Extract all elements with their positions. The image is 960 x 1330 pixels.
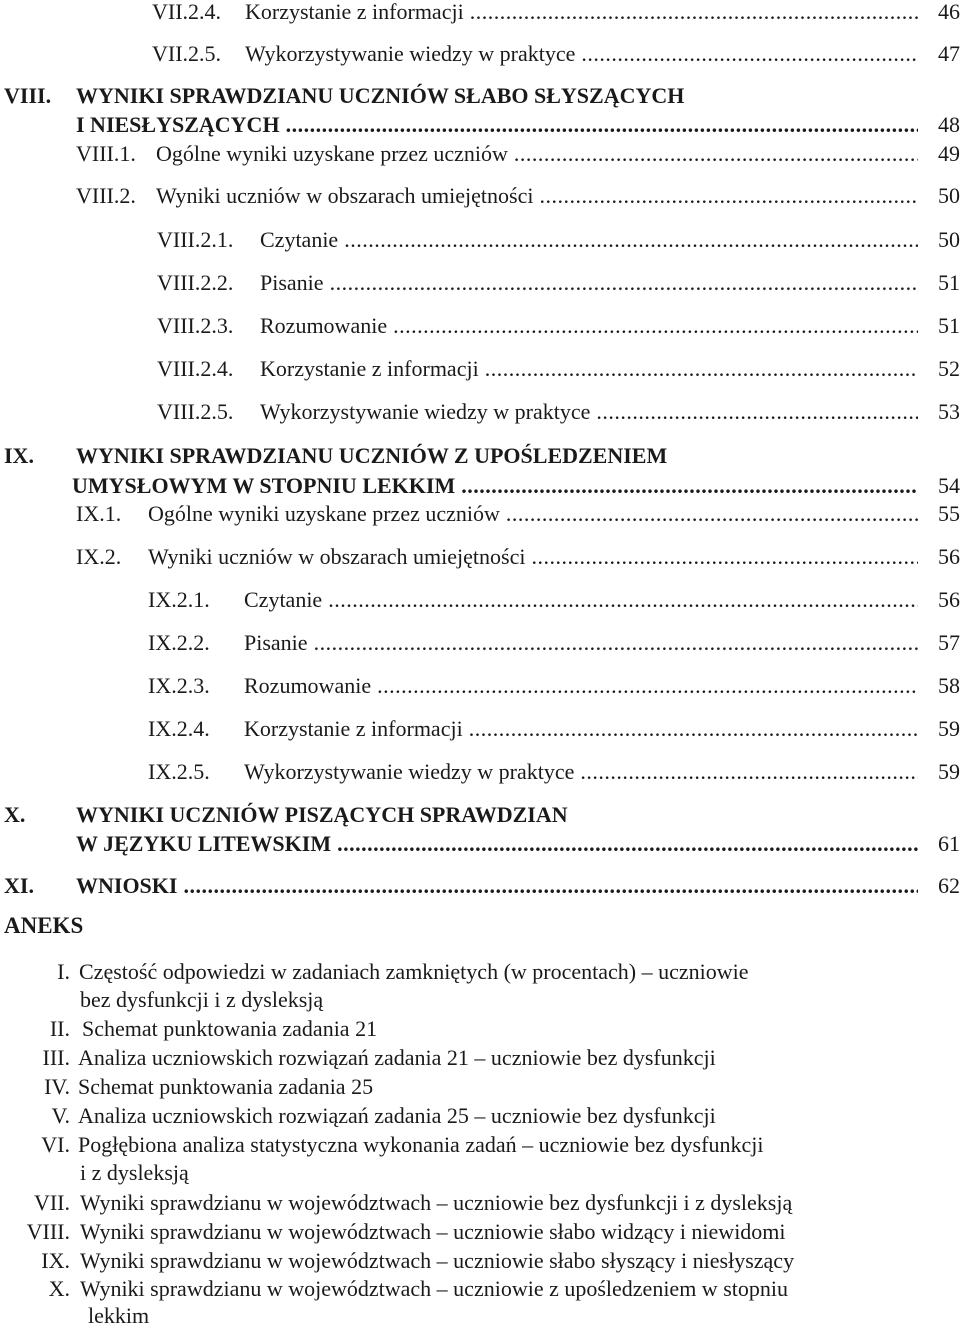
chapter-title: WYNIKI UCZNIÓW PISZĄCYCH SPRAWDZIAN <box>76 802 568 827</box>
toc-page: 48 <box>938 112 960 137</box>
toc-page: 58 <box>938 673 960 698</box>
toc-entry <box>148 757 960 787</box>
aneks-number: V. <box>51 1103 70 1128</box>
toc-number: VIII.1. <box>76 141 136 166</box>
toc-title: Wyniki uczniów w obszarach umiejętności <box>156 183 534 208</box>
aneks-number: III. <box>42 1045 70 1070</box>
toc-number: VII.2.5. <box>152 41 222 66</box>
toc-title: Pisanie <box>260 270 324 295</box>
aneks-text: Wyniki sprawdzianu w województwach – uczniowie bez dysfunkcji i z dysleksją <box>80 1190 793 1215</box>
chapter-number: IX. <box>4 443 34 468</box>
aneks-text: Częstość odpowiedzi w zadaniach zamkniętych (w procentach) – uczniowie <box>79 959 749 984</box>
toc-entry <box>148 585 960 615</box>
toc-title: Wykorzystywanie wiedzy w praktyce <box>244 759 575 784</box>
toc-number: IX.2. <box>76 544 122 569</box>
toc-page: 59 <box>938 716 960 741</box>
toc-number: IX.2.3. <box>148 673 210 698</box>
toc-number: VIII.2.2. <box>157 270 234 295</box>
aneks-text-cont: bez dysfunkcji i z dysleksją <box>80 987 324 1012</box>
aneks-text: Analiza uczniowskich rozwiązań zadania 21 – uczniowie bez dysfunkcji <box>78 1045 716 1070</box>
toc-entry <box>148 628 960 658</box>
toc-number: VIII.2.1. <box>157 227 234 252</box>
chapter-title: WYNIKI SPRAWDZIANU UCZNIÓW SŁABO SŁYSZĄCYCH <box>76 83 685 108</box>
toc-page: 49 <box>938 141 960 166</box>
toc-entry <box>148 714 960 744</box>
toc-number: VIII.2. <box>76 183 136 208</box>
toc-page: 55 <box>938 501 960 526</box>
toc-title: Korzystanie z informacji <box>245 0 464 24</box>
toc-entry <box>152 0 960 27</box>
toc-page: 62 <box>938 873 960 898</box>
toc-number: VIII.2.3. <box>157 313 234 338</box>
toc-page: 46 <box>938 0 960 24</box>
toc-page: 51 <box>938 270 960 295</box>
toc-entry <box>152 39 960 69</box>
toc-entry <box>157 311 960 341</box>
aneks-number: X. <box>48 1276 70 1301</box>
toc-page: 54 <box>938 473 960 498</box>
aneks-number: VII. <box>33 1190 70 1215</box>
toc-entry <box>157 225 960 255</box>
toc-entry <box>148 671 960 701</box>
toc-number: VII.2.4. <box>152 0 222 24</box>
chapter-number: XI. <box>4 873 34 898</box>
toc-page: 50 <box>938 227 960 252</box>
chapter-title: WYNIKI SPRAWDZIANU UCZNIÓW Z UPOŚLEDZENIEM <box>76 443 668 468</box>
toc-page: 50 <box>938 183 960 208</box>
aneks-text: Wyniki sprawdzianu w województwach – uczniowie słabo słyszący i niesłyszący <box>80 1248 795 1273</box>
toc-title: Korzystanie z informacji <box>244 716 463 741</box>
toc-title: Ogólne wyniki uzyskane przez uczniów <box>156 141 508 166</box>
toc-title: Wyniki uczniów w obszarach umiejętności <box>148 544 526 569</box>
toc-entry <box>72 471 960 501</box>
aneks-text: Wyniki sprawdzianu w województwach – uczniowie z upośledzeniem w stopniu <box>80 1276 788 1301</box>
toc-page: 56 <box>938 544 960 569</box>
toc-title: Korzystanie z informacji <box>260 356 479 381</box>
aneks-text: Analiza uczniowskich rozwiązań zadania 25 – uczniowie bez dysfunkcji <box>78 1103 716 1128</box>
aneks-text-cont: lekkim <box>88 1303 150 1328</box>
aneks-text: Pogłębiona analiza statystyczna wykonania zadań – uczniowie bez dysfunkcji <box>78 1132 764 1157</box>
chapter-title-cont: UMYSŁOWYM W STOPNIU LEKKIM <box>72 473 456 498</box>
toc-entry <box>76 139 960 169</box>
chapter-title-cont: W JĘZYKU LITEWSKIM <box>76 831 332 856</box>
toc-title: Wykorzystywanie wiedzy w praktyce <box>260 399 591 424</box>
toc-entry <box>157 268 960 298</box>
toc-number: IX.1. <box>76 501 122 526</box>
aneks-number: IX. <box>41 1248 70 1273</box>
toc-entry <box>76 499 960 529</box>
toc-title: Rozumowanie <box>244 673 372 698</box>
toc-number: VIII.2.5. <box>157 399 234 424</box>
chapter-title: WNIOSKI <box>76 873 178 898</box>
toc-page: 59 <box>938 759 960 784</box>
toc-title: Wykorzystywanie wiedzy w praktyce <box>245 41 576 66</box>
chapter-title-cont: I NIESŁYSZĄCYCH <box>76 112 280 137</box>
toc-entry <box>76 181 960 211</box>
toc-title: Czytanie <box>244 587 323 612</box>
toc-title: Pisanie <box>244 630 308 655</box>
toc-page: 56 <box>938 587 960 612</box>
toc-page: 61 <box>938 831 960 856</box>
aneks-number: I. <box>57 959 70 984</box>
toc-entry <box>157 354 960 384</box>
toc-number: IX.2.5. <box>148 759 210 784</box>
aneks-number: VIII. <box>26 1219 70 1244</box>
aneks-text: Schemat punktowania zadania 21 <box>82 1016 378 1041</box>
toc-page: 47 <box>938 41 960 66</box>
toc-page: 57 <box>938 630 960 655</box>
chapter-number: X. <box>4 802 26 827</box>
toc-entry <box>157 397 960 427</box>
toc-title: Ogólne wyniki uzyskane przez uczniów <box>148 501 500 526</box>
toc-number: IX.2.4. <box>148 716 210 741</box>
toc-page: 51 <box>938 313 960 338</box>
toc-title: Czytanie <box>260 227 339 252</box>
toc-page: 53 <box>938 399 960 424</box>
aneks-text: Wyniki sprawdzianu w województwach – uczniowie słabo widzący i niewidomi <box>80 1219 786 1244</box>
toc-number: IX.2.1. <box>148 587 210 612</box>
aneks-number: IV. <box>44 1074 70 1099</box>
toc-number: IX.2.2. <box>148 630 210 655</box>
aneks-number: II. <box>49 1016 70 1041</box>
toc-number: VIII.2.4. <box>157 356 234 381</box>
toc-entry <box>76 829 960 859</box>
toc-entry <box>76 871 960 901</box>
toc-page: 52 <box>938 356 960 381</box>
chapter-number: VIII. <box>4 83 52 108</box>
aneks-number: VI. <box>41 1132 70 1157</box>
aneks-text: Schemat punktowania zadania 25 <box>78 1074 374 1099</box>
aneks-text-cont: i z dysleksją <box>80 1160 189 1185</box>
aneks-heading: ANEKS <box>4 913 84 938</box>
toc-entry <box>76 542 960 572</box>
toc-entry <box>76 110 960 140</box>
toc-title: Rozumowanie <box>260 313 388 338</box>
